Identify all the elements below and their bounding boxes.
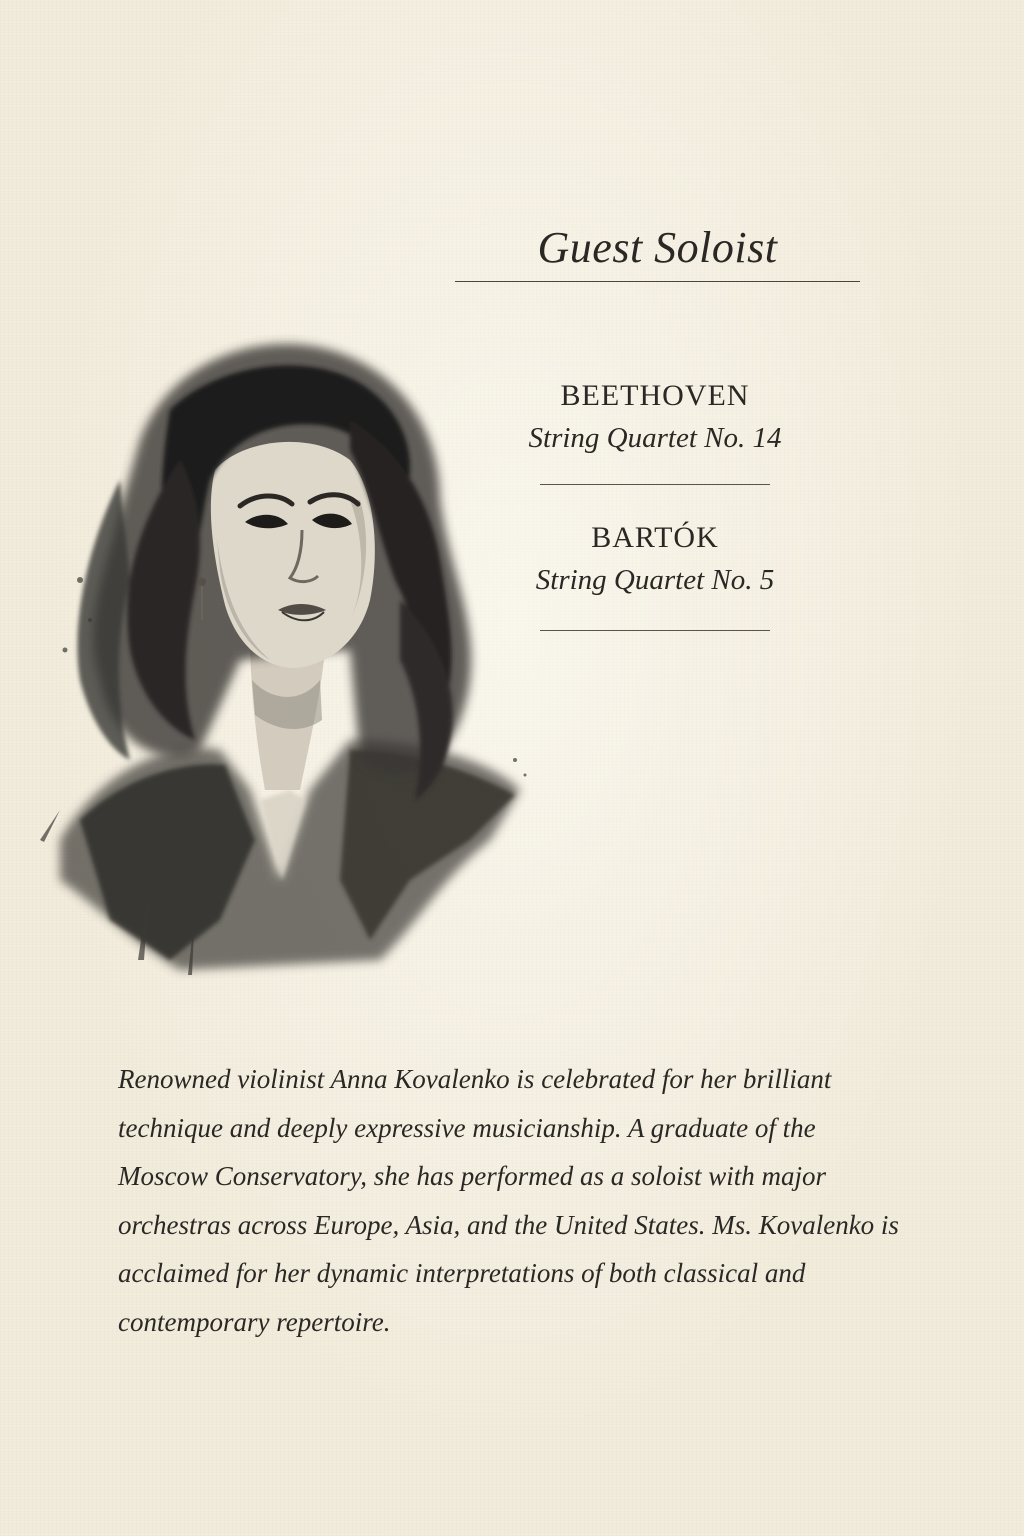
program-item-2 (500, 520, 810, 598)
composer-name: BEETHOVEN (560, 379, 750, 412)
soloist-biography: Renowned violinist Anna Kovalenko is celebrated for her brilliant technique and deeply expressive musicianship. A graduate of the Moscow Conservatory, she has performed as a soloist with major orchestras across Europe, Asia, and the United States. Ms. Kovalenko is acclaimed for her dynamic interpretations of both classical and contemporary repertoire. (118, 1064, 899, 1337)
composer-name: BARTÓK (591, 521, 719, 554)
portrait-illustration (20, 320, 540, 980)
program-divider (540, 630, 770, 631)
earring (198, 578, 206, 586)
program-item-1 (500, 378, 810, 456)
work-title: String Quartet No. 5 (535, 564, 775, 596)
page-title: Guest Soloist (537, 223, 778, 272)
program-divider (540, 484, 770, 485)
work-title: String Quartet No. 14 (528, 422, 782, 454)
title-divider (455, 281, 860, 282)
